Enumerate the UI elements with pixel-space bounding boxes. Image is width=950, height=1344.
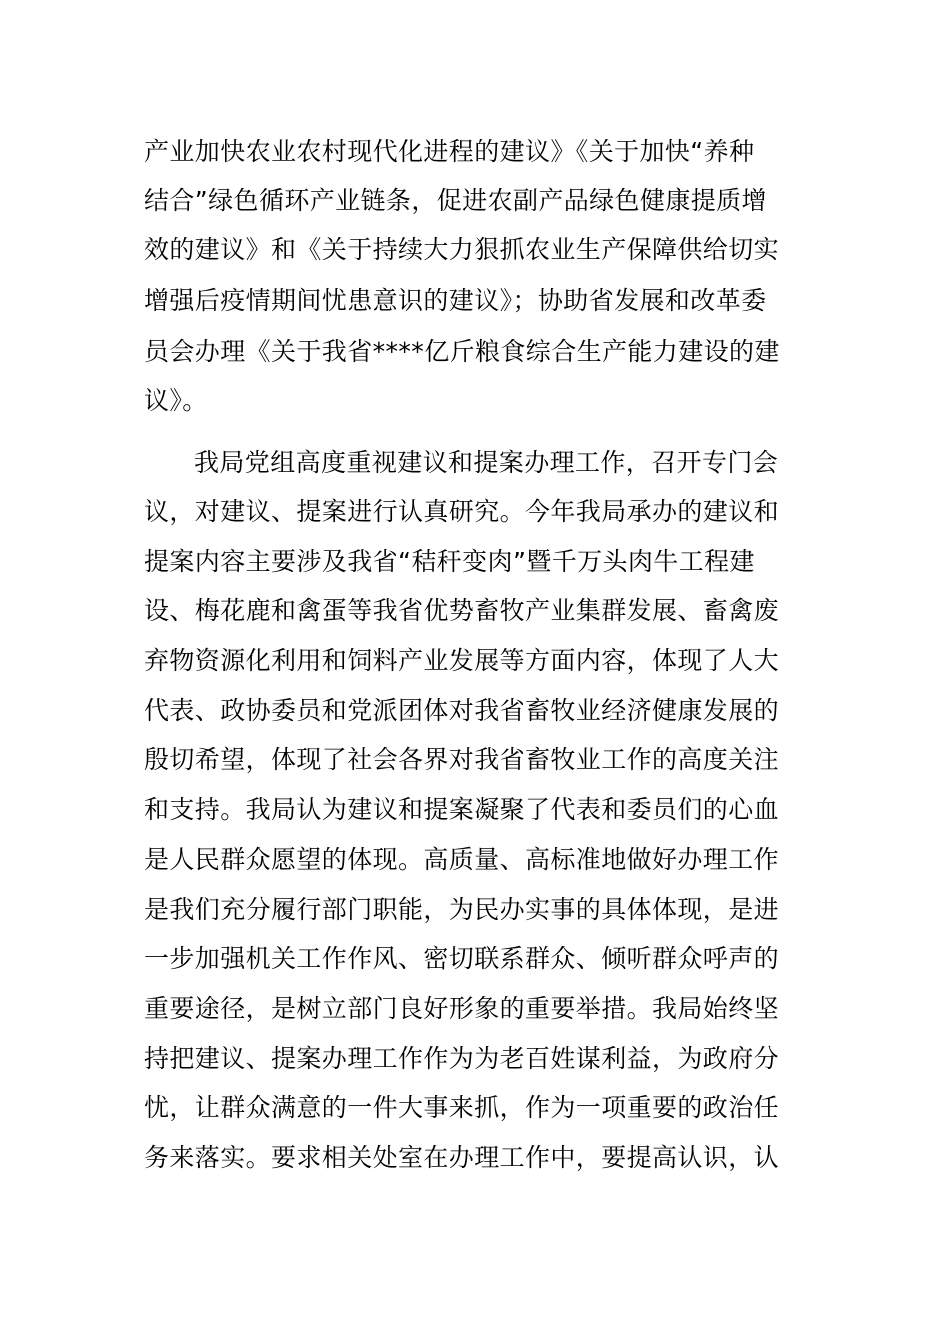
paragraph-line: 我局党组高度重视建议和提案办理工作，召开专门会: [194, 448, 779, 477]
paragraph-line: 提案内容主要涉及我省“秸秆变肉”暨千万头肉牛工程建: [144, 547, 755, 576]
paragraph-line: 效的建议》和《关于持续大力狠抓农业生产保障供给切实: [144, 235, 780, 264]
paragraph-line: 殷切希望，体现了社会各界对我省畜牧业工作的高度关注: [144, 745, 780, 774]
paragraph-line: 议》。: [144, 386, 208, 415]
paragraph-line: 和支持。我局认为建议和提案凝聚了代表和委员们的心血: [144, 795, 780, 824]
paragraph-line: 产业加快农业农村现代化进程的建议》《关于加快“养种: [144, 137, 755, 166]
paragraph-line: 增强后疫情期间忧患意识的建议》；协助省发展和改革委: [144, 286, 767, 315]
paragraph-line: 设、梅花鹿和禽蛋等我省优势畜牧产业集群发展、畜禽废: [144, 596, 780, 625]
paragraph-line: 弃物资源化利用和饲料产业发展等方面内容，体现了人大: [144, 646, 780, 675]
paragraph-line: 持把建议、提案办理工作作为为老百姓谋利益，为政府分: [144, 1044, 780, 1073]
paragraph-line: 是人民群众愿望的体现。高质量、高标准地做好办理工作: [144, 845, 780, 874]
paragraph-line: 议，对建议、提案进行认真研究。今年我局承办的建议和: [144, 497, 780, 526]
paragraph-line: 重要途径，是树立部门良好形象的重要举措。我局始终坚: [144, 994, 780, 1023]
paragraph-line: 一步加强机关工作作风、密切联系群众、倾听群众呼声的: [144, 944, 780, 973]
paragraph-line: 员会办理《关于我省****亿斤粮食综合生产能力建设的建: [144, 337, 780, 366]
paragraph-line: 忧，让群众满意的一件大事来抓，作为一项重要的政治任: [144, 1093, 780, 1122]
paragraph-line: 是我们充分履行部门职能，为民办实事的具体体现，是进: [144, 895, 780, 924]
paragraph-line: 务来落实。要求相关处室在办理工作中，要提高认识，认: [144, 1143, 780, 1172]
paragraph-line: 结合”绿色循环产业链条，促进农副产品绿色健康提质增: [144, 186, 767, 215]
paragraph-line: 代表、政协委员和党派团体对我省畜牧业经济健康发展的: [144, 696, 780, 725]
